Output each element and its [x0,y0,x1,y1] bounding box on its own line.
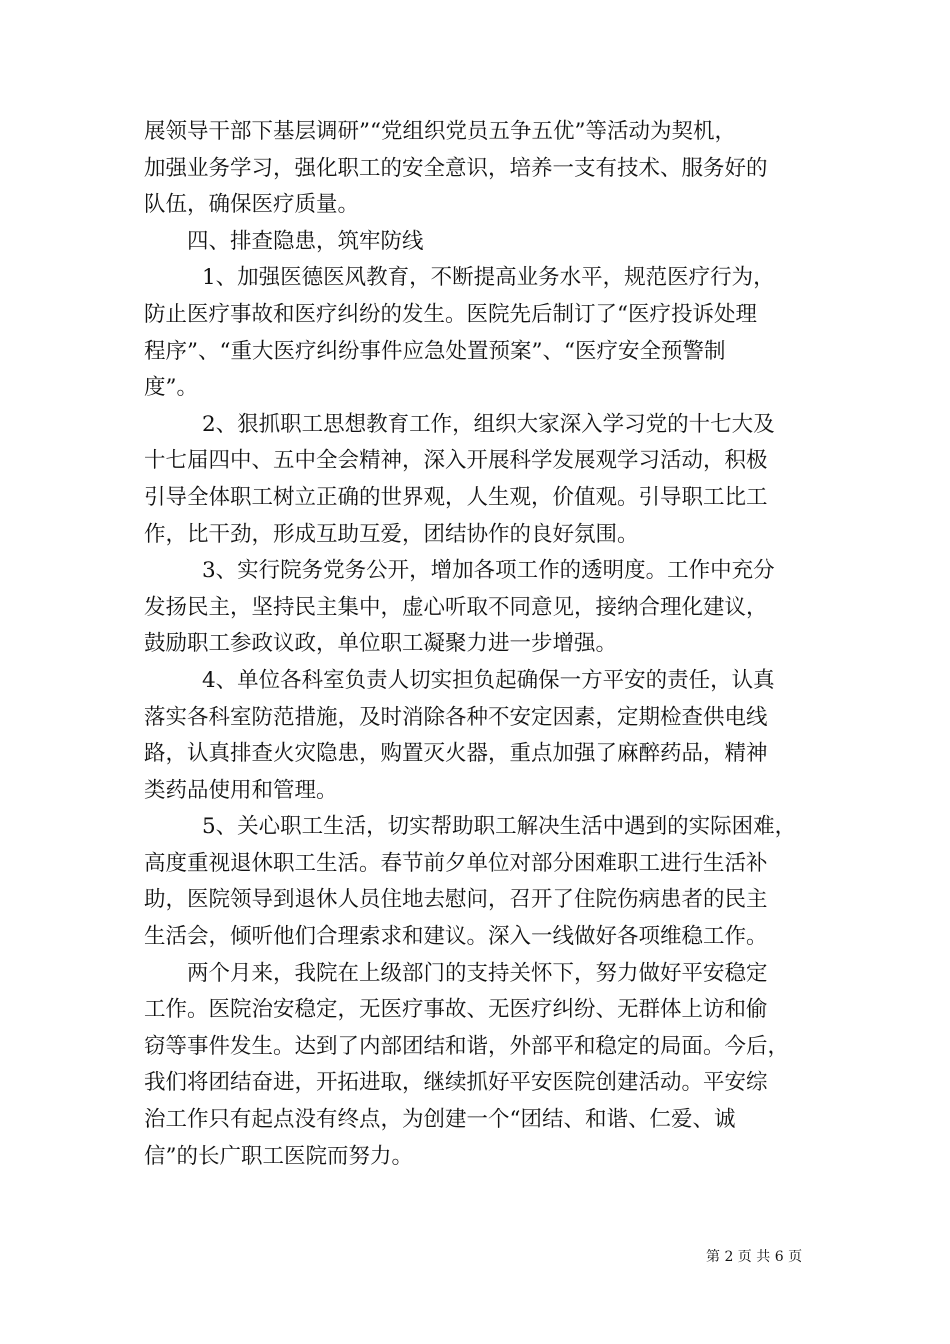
text-line: 作，比干劲，形成互助互爱，团结协作的良好氛围。 [144,521,639,547]
text-line: 5、关心职工生活，切实帮助职工解决生活中遇到的实际困难， [202,814,797,840]
text-line: 3、实行院务党务公开，增加各项工作的透明度。工作中充分 [202,558,775,584]
text-line: 窃等事件发生。达到了内部团结和谐，外部平和稳定的局面。今后， [144,1033,790,1059]
text-line: 路，认真排查火灾隐患，购置灭火器，重点加强了麻醉药品，精神 [144,741,768,767]
document-body [144,114,812,1175]
text-line: 引导全体职工树立正确的世界观，人生观，价值观。引导职工比工 [144,484,768,510]
text-line: 队伍，确保医疗质量。 [144,192,360,218]
text-line: 防止医疗事故和医疗纠纷的发生。医院先后制订了“医疗投诉处理 [144,301,757,327]
text-line: 类药品使用和管理。 [144,777,338,803]
text-line: 我们将团结奋进，开拓进取，继续抓好平安医院创建活动。平安综 [144,1070,768,1096]
text-line: 工作。医院治安稳定，无医疗事故、无医疗纠纷、无群体上访和偷 [144,997,768,1023]
text-line: 鼓励职工参政议政，单位职工凝聚力进一步增强。 [144,631,618,657]
text-line: 4、单位各科室负责人切实担负起确保一方平安的责任，认真 [202,667,775,693]
text-line: 落实各科室防范措施，及时消除各种不安定因素，定期检查供电线 [144,704,768,730]
page-number-footer: 第 2 页 共 6 页 [706,1249,803,1265]
text-line: 程序”、“重大医疗纠纷事件应急处置预案”、“医疗安全预警制 [144,338,726,364]
text-line: 展领导干部下基层调研”“党组织党员五争五优”等活动为契机， [144,119,736,144]
text-line: 信”的长广职工医院而努力。 [144,1143,413,1169]
text-line: 高度重视退休职工生活。春节前夕单位对部分困难职工进行生活补 [144,850,768,876]
text-line: 十七届四中、五中全会精神，深入开展科学发展观学习活动，积极 [144,448,768,474]
text-line: 1、加强医德医风教育，不断提高业务水平，规范医疗行为， [202,265,775,291]
text-line: 生活会，倾听他们合理索求和建议。深入一线做好各项维稳工作。 [144,924,768,950]
section-heading: 四、排查隐患，筑牢防线 [187,228,424,254]
text-line: 度”。 [144,375,198,401]
text-line: 加强业务学习，强化职工的安全意识，培养一支有技术、服务好的 [144,155,768,181]
text-line: 两个月来，我院在上级部门的支持关怀下，努力做好平安稳定 [187,960,768,986]
text-line: 助，医院领导到退休人员住地去慰问，召开了住院伤病患者的民主 [144,887,768,913]
text-line: 2、狠抓职工思想教育工作，组织大家深入学习党的十七大及 [202,411,775,437]
text-line: 发扬民主，坚持民主集中，虚心听取不同意见，接纳合理化建议， [144,594,768,620]
text-line: 治工作只有起点没有终点，为创建一个“团结、和谐、仁爱、诚 [144,1107,736,1133]
